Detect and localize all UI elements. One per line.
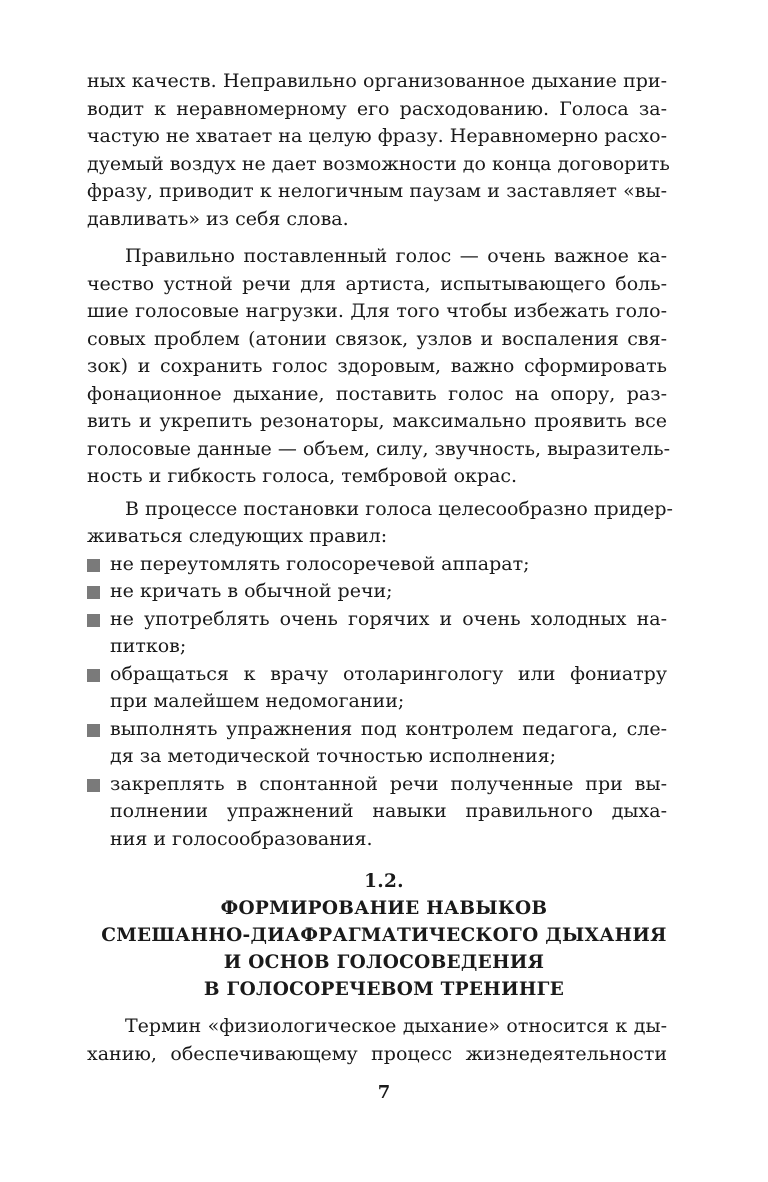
section-title-line: ФОРМИРОВАНИЕ НАВЫКОВ [220,898,548,919]
page-number: 7 [377,1082,391,1103]
list-item-line: не переутомлять голосоречевой аппарат; [110,552,530,575]
paragraph-2 [87,243,670,491]
list-item [87,716,667,771]
list-item-line: закреплять в спонтанной речи полученные при вы- [110,772,667,795]
list-item [87,771,667,854]
square-bullet-icon [87,586,100,599]
list-item-line: ния и голосообразования. [110,827,373,850]
list-item-line: питков; [110,635,187,657]
square-bullet-icon [87,724,100,737]
list-item [87,578,667,606]
paragraph-line: голосовые данные — объем, силу, звучность, выразитель- [87,437,670,460]
list-item-line: не кричать в обычной речи; [110,580,393,602]
square-bullet-icon [87,559,100,572]
list-item-line: выполнять упражнения под контролем педагога, сле- [110,717,667,740]
paragraph-line: ханию, обеспечивающему процесс жизнедеятельности [87,1042,667,1065]
paragraph-4 [87,1013,667,1068]
section-number: 1.2. [364,871,404,892]
section-title-line: В ГОЛОСОРЕЧЕВОМ ТРЕНИНГЕ [203,979,565,1000]
list-item [87,606,667,661]
section-heading [60,868,708,1003]
paragraph-line: ных качеств. Неправильно организованное дыхание при- [87,70,667,92]
paragraph-line: чество устной речи для артиста, испытывающего боль- [87,272,667,295]
paragraph-line: водит к неравномерному его расходованию. Голоса за- [87,97,667,120]
body-text [87,68,673,853]
rules-list [87,551,667,854]
list-item [87,661,667,716]
paragraph-line: частую не хватает на целую фразу. Неравномерно расхо- [87,125,667,147]
paragraph-line: совых проблем (атонии связок, узлов и воспаления свя- [87,327,667,350]
paragraph-line: В процессе постановки голоса целесообразно придер- [125,497,673,520]
section-title-line: И ОСНОВ ГОЛОСОВЕДЕНИЯ [223,952,545,973]
list-item-line: полнении упражнений навыки правильного дыха- [110,800,667,822]
list-item-line: дя за методической точностью исполнения; [110,745,557,767]
paragraph-line: Правильно поставленный голос — очень важное ка- [125,245,667,267]
paragraph-3 [87,496,673,551]
paragraph-line: фразу, приводит к нелогичным паузам и заставляет «вы- [87,180,667,202]
paragraph-1 [87,68,670,233]
list-item-line: не употреблять очень горячих и очень холодных на- [110,607,667,630]
paragraph-line: вить и укрепить резонаторы, максимально проявить все [87,410,667,432]
square-bullet-icon [87,669,100,682]
paragraph-line: ность и гибкость голоса, тембровой окрас. [87,465,518,487]
paragraph-line: шие голосовые нагрузки. Для того чтобы избежать голо- [87,300,667,322]
paragraph-line: Термин «физиологическое дыхание» относится к ды- [125,1015,667,1037]
list-item-line: обращаться к врачу отоларингологу или фониатру [110,662,667,685]
paragraph-line: давливать» из себя слова. [87,207,349,230]
paragraph-line: зок) и сохранить голос здоровым, важно сформировать [87,355,667,377]
paragraph-line: фонационное дыхание, поставить голос на опору, раз- [87,382,667,405]
list-item-line: при малейшем недомогании; [110,690,405,712]
section-title-line: СМЕШАННО-ДИАФРАГМАТИЧЕСКОГО ДЫХАНИЯ [101,925,667,946]
paragraph-line: дуемый воздух не дает возможности до конца договорить [87,152,670,175]
paragraph-line: живаться следующих правил: [87,525,388,547]
square-bullet-icon [87,614,100,627]
list-item [87,551,667,579]
square-bullet-icon [87,779,100,792]
